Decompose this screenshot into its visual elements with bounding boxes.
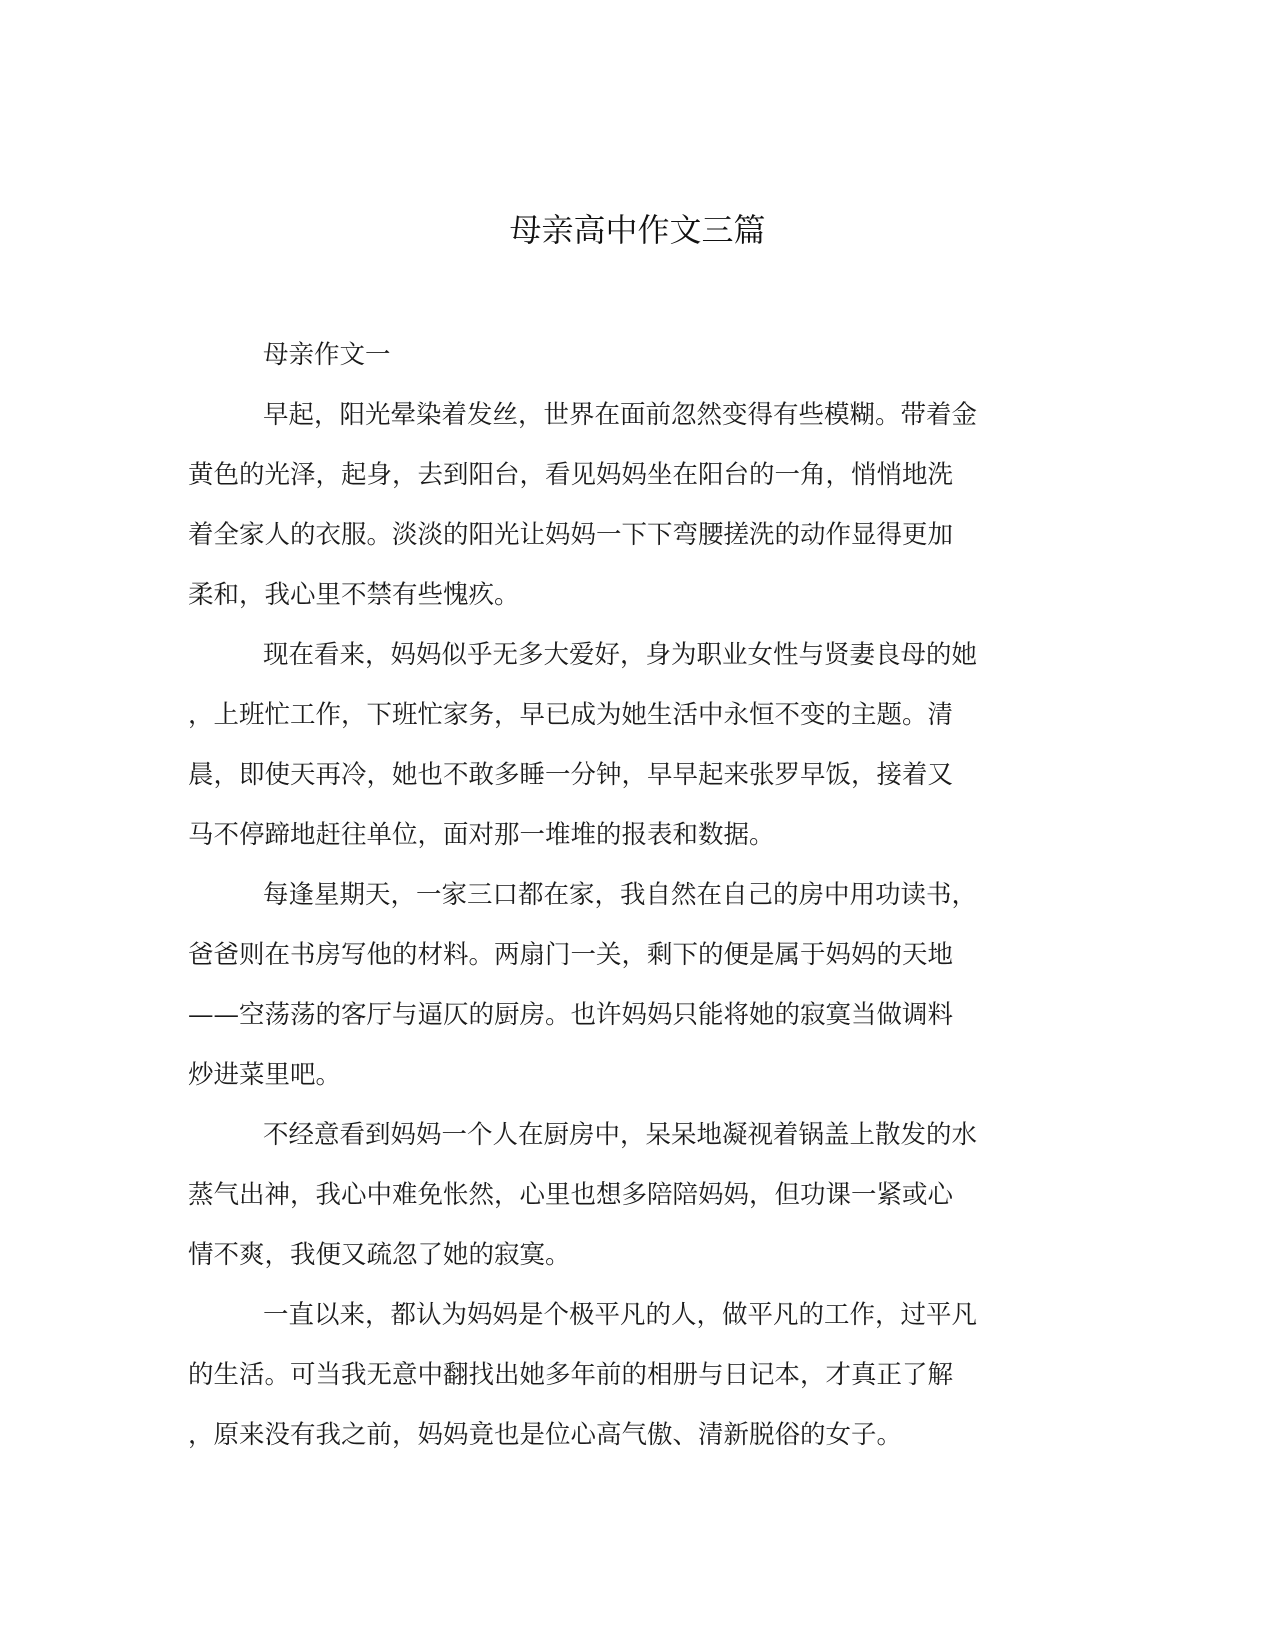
text-line: 情不爽，我便又疏忽了她的寂寞。 — [188, 1240, 571, 1270]
paragraph — [188, 385, 1088, 625]
text-line: ，上班忙工作，下班忙家务，早已成为她生活中永恒不变的主题。清 — [188, 700, 954, 730]
text-line: 爸爸则在书房写他的材料。两扇门一关，剩下的便是属于妈妈的天地 — [188, 940, 954, 970]
document-body — [188, 325, 1088, 1465]
paragraph — [188, 625, 1088, 865]
text-line: 现在看来，妈妈似乎无多大爱好，身为职业女性与贤妻良母的她 — [263, 640, 978, 670]
text-line: 一直以来，都认为妈妈是个极平凡的人，做平凡的工作，过平凡 — [263, 1300, 978, 1330]
section-heading: 母亲作文一 — [263, 340, 391, 370]
text-line: 早起，阳光晕染着发丝，世界在面前忽然变得有些模糊。带着金 — [263, 400, 978, 430]
text-line: 马不停蹄地赶往单位，面对那一堆堆的报表和数据。 — [188, 820, 775, 850]
paragraph — [188, 1285, 1088, 1465]
text-line: 黄色的光泽，起身，去到阳台，看见妈妈坐在阳台的一角，悄悄地洗 — [188, 460, 954, 490]
text-line: 不经意看到妈妈一个人在厨房中，呆呆地凝视着锅盖上散发的水 — [263, 1120, 978, 1150]
text-line: 着全家人的衣服。淡淡的阳光让妈妈一下下弯腰搓洗的动作显得更加 — [188, 520, 954, 550]
text-line: 每逢星期天，一家三口都在家，我自然在自己的房中用功读书， — [263, 880, 978, 910]
text-line: 的生活。可当我无意中翻找出她多年前的相册与日记本，才真正了解 — [188, 1360, 954, 1390]
text-line: 炒进菜里吧。 — [188, 1060, 342, 1090]
text-line: 柔和，我心里不禁有些愧疚。 — [188, 580, 520, 610]
paragraph — [188, 865, 1088, 1105]
document-title: 母亲高中作文三篇 — [509, 211, 766, 249]
text-line: 蒸气出神，我心中难免怅然，心里也想多陪陪妈妈，但功课一紧或心 — [188, 1180, 954, 1210]
text-line: ——空荡荡的客厅与逼仄的厨房。也许妈妈只能将她的寂寞当做调料 — [188, 1000, 954, 1030]
text-line: 晨，即使天再冷，她也不敢多睡一分钟，早早起来张罗早饭，接着又 — [188, 760, 954, 790]
paragraph — [188, 1105, 1088, 1285]
text-line: ，原来没有我之前，妈妈竟也是位心高气傲、清新脱俗的女子。 — [188, 1420, 903, 1450]
